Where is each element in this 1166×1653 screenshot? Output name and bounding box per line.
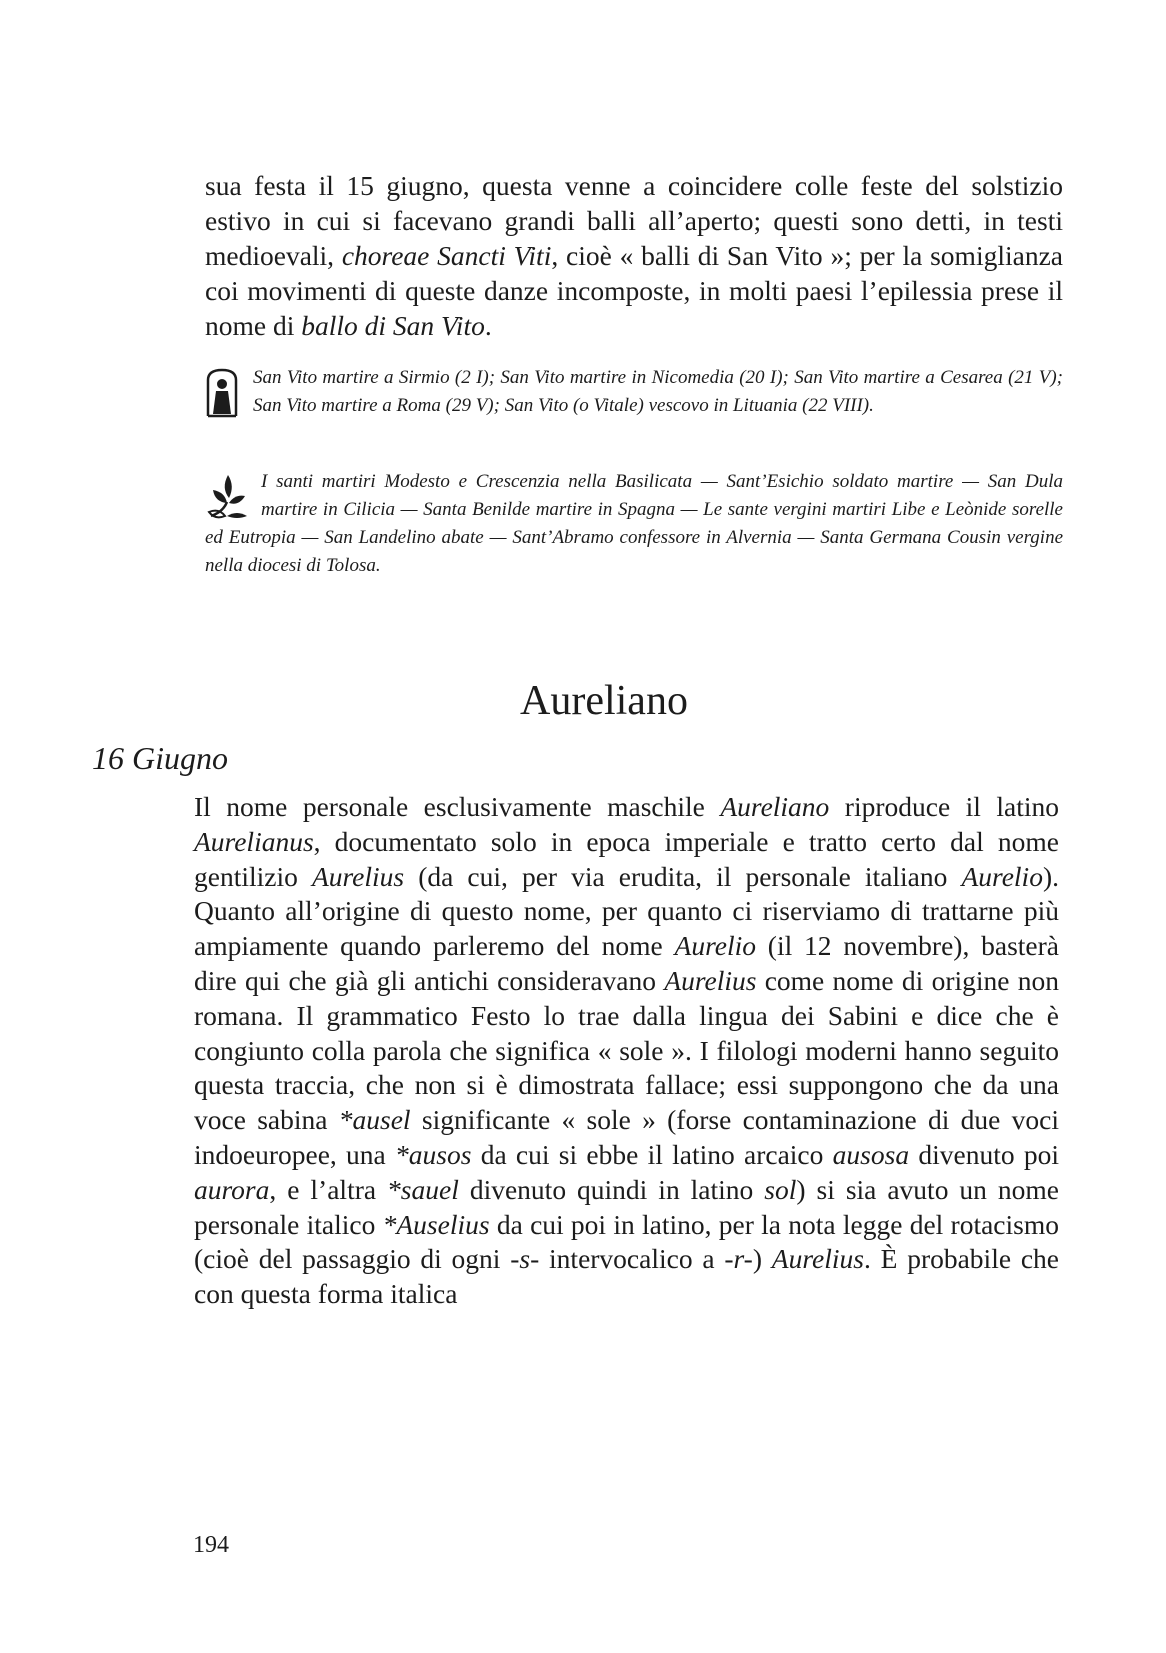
feast-date: 16 Giugno <box>92 740 228 776</box>
same-day-saints-note <box>205 468 1063 580</box>
same-name-saints-text: San Vito martire a Sirmio (2 I); San Vito martire in Nicomedia (20 I); San Vito martire a Cesarea (21 V); San Vito martire a Roma (29 V); San Vito (o Vitale) vescovo in Lituania (22 VIII). <box>253 367 1063 416</box>
same-day-saints-text: I santi martiri Modesto e Crescenzia nella Basilicata — Sant’Esichio soldato martire — San Dula martire in Cilicia — Santa Benilde martire in Spagna — Le sante vergini martiri Libe e Leònide sorelle ed Eutropia — San Landelino abate — Sant’Abramo confessore in Alvernia — Santa Germana Cousin vergine nella diocesi di Tolosa. <box>205 471 1063 576</box>
entry-body <box>194 790 1059 1312</box>
same-name-saints-note <box>205 364 1063 420</box>
entry-paragraph: Il nome personale esclusivamente maschile Aureliano riproduce il latino Aurelianus, documentato solo in epoca imperiale e tratto certo dal nome gentilizio Aurelius (da cui, per via erudita, il personale italiano Aurelio). Quanto all’origine di questo nome, per quanto ci riserviamo di trattarne più ampiamente quando parleremo del nome Aurelio (il 12 novembre), basterà dire qui che già gli antichi consideravano Aurelius come nome di origine non romana. Il grammatico Festo lo trae dalla lingua dei Sabini e dice che è congiunto colla parola che significa « sole ». I filologi moderni hanno seguito questa traccia, che non si è dimostrata fallace; essi suppongono che da una voce sabina *ausel significante « sole » (forse contaminazione di due voci indoeuropee, una *ausos da cui si ebbe il latino arcaico ausosa divenuto poi aurora, e l’altra *sauel divenuto quindi in latino sol) si sia avuto un nome personale italico *Auselius da cui poi in latino, per la nota legge del rotacismo (cioè del passaggio di ogni -s- intervocalico a -r-) Aurelius. È probabile che con questa forma italica <box>194 791 1059 1310</box>
entry-title: Aureliano <box>520 678 688 724</box>
saint-figure-icon <box>205 368 239 418</box>
page-number: 194 <box>193 1532 229 1558</box>
latin-phrase: choreae Sancti Viti <box>341 240 552 271</box>
intro-paragraph <box>205 168 1063 343</box>
intro-text: sua festa il 15 giugno, questa venne a coincidere colle feste del solstizio estivo in cui si facevano grandi balli all’aperto; questi sono detti, in testi medioevali, choreae Sancti Viti, cioè « balli di San Vito »; per la somiglianza coi movimenti di queste danze incomposte, in molti paesi l’epilessia prese il nome di ballo di San Vito. <box>205 170 1063 341</box>
lily-flower-icon <box>205 472 251 522</box>
disease-name: ballo di San Vito <box>301 310 485 341</box>
